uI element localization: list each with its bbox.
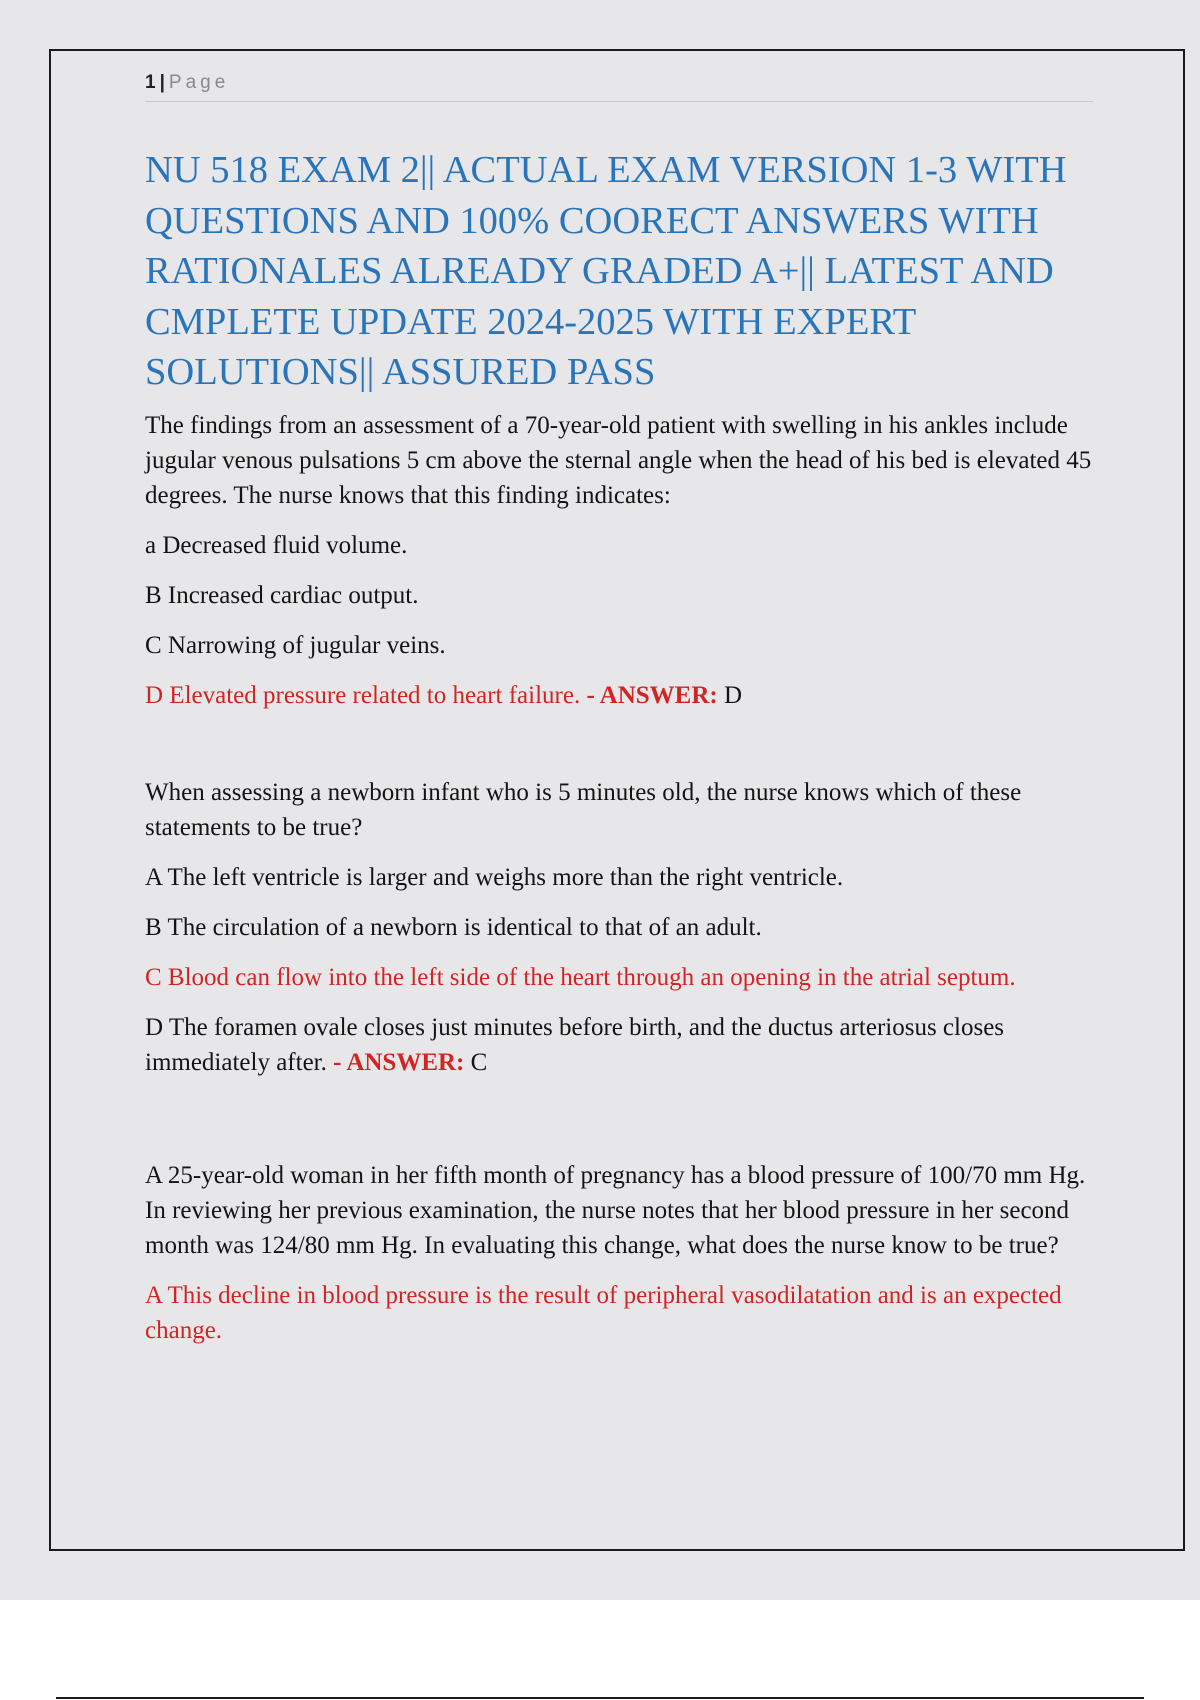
question-2-answer-value: C — [470, 1049, 488, 1076]
page-header — [145, 72, 1093, 102]
question-2-option-b: B The circulation of a newborn is identical to that of an adult. — [145, 914, 762, 941]
question-1-option-d — [145, 678, 1095, 713]
question-2-option-d-text: D The foramen ovale closes just minutes before birth, and the ductus arteriosus closes immediately after. — [145, 1014, 1005, 1076]
document-body — [145, 408, 1095, 1363]
question-1-option-a: a Decreased fluid volume. — [145, 532, 408, 559]
question-2-stem: When assessing a newborn infant who is 5 minutes old, the nurse knows which of these statements to be true? — [145, 779, 1022, 841]
bottom-divider — [56, 1697, 1144, 1699]
question-2-answer-label: - ANSWER: — [333, 1049, 465, 1076]
question-3-correct-option: A This decline in blood pressure is the result of peripheral vasodilatation and is an expected change. — [145, 1282, 1062, 1344]
page-number: 1 — [145, 72, 156, 93]
question-1-option-c: C Narrowing of jugular veins. — [145, 632, 446, 659]
question-2-correct-option: C Blood can flow into the left side of the heart through an opening in the atrial septum. — [145, 964, 1016, 991]
question-1-answer-label: - ANSWER: — [586, 682, 718, 709]
document-title: NU 518 EXAM 2|| ACTUAL EXAM VERSION 1-3 WITH QUESTIONS AND 100% COORECT ANSWERS WITH RATIONALES ALREADY GRADED A+|| LATEST AND CMPLETE UPDATE 2024-2025 WITH EXPERT SOLUTIONS|| ASSURED PASS — [145, 149, 1067, 393]
question-1-correct-option: D Elevated pressure related to heart failure. — [145, 682, 581, 709]
question-1-answer-value: D — [723, 682, 743, 709]
question-3-stem: A 25-year-old woman in her fifth month of pregnancy has a blood pressure of 100/70 mm Hg. In reviewing her previous examination, the nurse notes that her blood pressure in her second month was 124/80 mm Hg. In evaluating this change, what does the nurse know to be true? — [145, 1162, 1086, 1259]
question-2-option-a: A The left ventricle is larger and weighs more than the right ventricle. — [145, 864, 844, 891]
question-2-option-d — [145, 1010, 1095, 1080]
page-number-separator: | — [159, 72, 165, 93]
page-label: Page — [168, 72, 230, 93]
question-1-option-b: B Increased cardiac output. — [145, 582, 419, 609]
question-1-stem: The findings from an assessment of a 70-year-old patient with swelling in his ankles include jugular venous pulsations 5 cm above the sternal angle when the head of his bed is elevated 45 degrees. The nurse knows that this finding indicates: — [145, 412, 1092, 509]
